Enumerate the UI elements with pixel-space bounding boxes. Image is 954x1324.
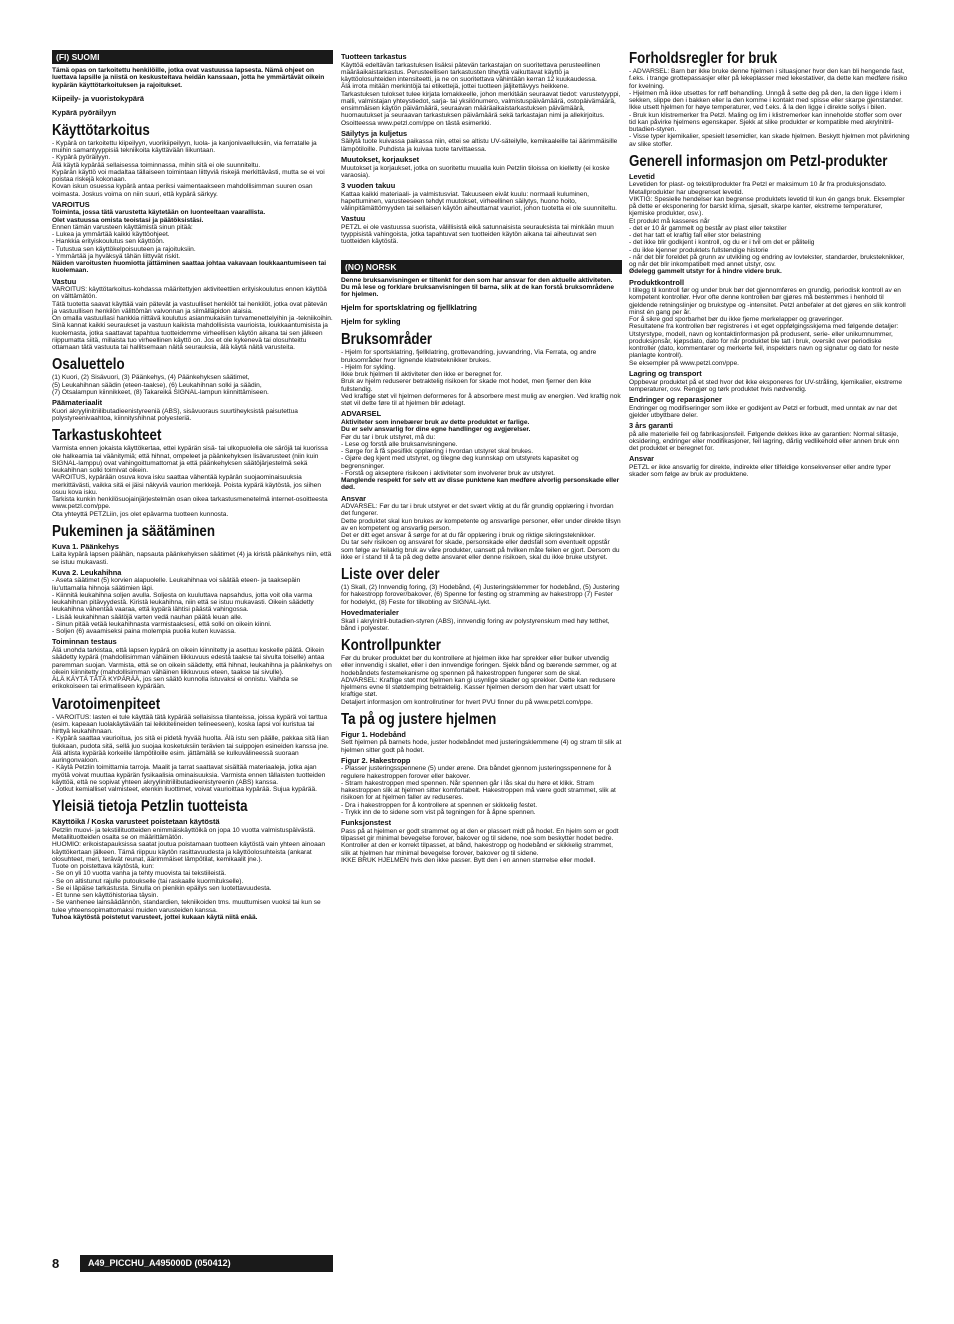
section-text: Oppbevar produktet på et sted hvor det ikke eksponeres for UV-stråling, kjemikalier, ekstreme temperaturer, osv. Rengjør og tørk produktet hvis nødvendig. — [629, 378, 903, 393]
subsection-title: Säilytys ja kuljetus — [341, 128, 408, 138]
section-title: Pukeminen ja säätäminen — [52, 522, 215, 540]
section-title: Bruksområder — [341, 331, 433, 349]
subsection-title: Muutokset, korjaukset — [341, 154, 420, 164]
subtitle-no-1: Hjelm for sportsklatring og fjellklatring — [341, 303, 477, 313]
section-text: Kattaa kaikki materiaali- ja valmistusviat. Takuuseen eivät kuulu: normaali kuluminen, hapettuminen, varusteeseen tehdyt muutokset, virheellinen säilytys, huono hoito, välinpitämättömyyden tai sellaisen käytön aiheuttamat vauriot, johon tuotetta ei ole suunniteltu. — [341, 190, 618, 213]
subsection-title: Endringer og reparasjoner — [629, 395, 722, 405]
function-test-label: Toiminnan testaus — [52, 637, 117, 647]
figure-label: Kuva 2. Leukahihna — [52, 567, 122, 577]
section-text: Säilytä tuote kuivassa paikassa niin, ettei se altistu UV-säteilylle, kemikaaleille tai äärimmäisille lämpötiloille. Puhdista ja kuivaa tuote tarvittaessa. — [341, 138, 618, 153]
column-middle — [341, 50, 622, 864]
warning-text: Ennen tämän varusteen käyttämistä sinun pitää: - Lukea ja ymmärtää kaikki käyttöohjeet. - Hankkia erityiskoulutus sen käyttöön. - Tutustua sen käyttökelpoisuuteen ja rajoituksiin. - Ymmärtää ja hyväksyä tähän liittyvät riskit. — [52, 223, 196, 260]
subsection-title: Lagring og transport — [629, 368, 702, 378]
page-number: 8 — [52, 1256, 60, 1271]
figure-label: Kuva 1. Päänkehys — [52, 541, 119, 551]
section-text: Laita kypärä lapsen päähän, napsauta päänkehyksen säätimet (4) ja kiristä päänkehys niin, että se istuu mukavasti. — [52, 551, 332, 566]
materials-label: Päämateriaalit — [52, 398, 103, 408]
subsection-title: Ansvar — [629, 454, 655, 464]
section-text: (1) Kuori, (2) Sisävuori, (3) Päänkehys, (4) Päänkehyksen säätimet, (5) Leukahihnan säädin (eteen-taakse), (6) Leukahihnan solki ja säädin, (7) Otsalampun kiinnikkeet, (8) Takareikä SIGNAL-lampun kiinnittämiseen. — [52, 374, 269, 396]
responsibility-label: Vastuu — [52, 276, 77, 286]
section-text: Sett hjelmen på barnets hode, juster hodebåndet med justeringsklemmene (4) og stram til slik at hjelmen sitter godt på hodet. — [341, 739, 622, 754]
section-text: Muutokset ja korjaukset, jotka on suoritettu muualla kuin Petzlin tiloissa on kielletty (ei koske varaosia). — [341, 164, 610, 179]
document-code: A49_PICCHU_A495000D (050412) — [80, 1255, 333, 1272]
section-title: Yleisiä tietoja Petzlin tuotteista — [52, 798, 248, 816]
language-bar-fi: (FI) SUOMI — [52, 50, 333, 64]
section-title: Käyttötarkoitus — [52, 121, 150, 139]
section-text: Levetiden for plast- og tekstilprodukter fra Petzl er maksimum 10 år fra produksjonsdato. Metallprodukter har ubegrenset levetid. VIKTIG: Spesielle hendelser kan begrense produktets levetid til kun én gangs bruk. Eksempler på dette er eksponering for barskt klima, sjøsalt, skarpe kanter, ekstreme temperaturer, kjemiske produkter, osv.). Et produkt må kasseres når - det er 10 år gammelt og består av plast eller tekstiler - det har tatt et kraftig fall eller stor belastning - det ikke blir godkjent i kontroll, og du er i tvil om det er pålitelig - du ikke kjenner produktets fullstendige historie - når det blir foreldet på grunn av utvikling og endring av lovtekster, standarder, bruksteknikker, og når det blir inkompatibelt med annet utstyr, osv. — [629, 181, 905, 269]
responsibility-text: ADVARSEL: Før du tar i bruk utstyret er det svært viktig at du får grundig opplæring i hvordan det fungerer. Dette produktet skal kun brukes av kompetente og ansvarlige personer, eller under direkte tilsyn av en kompetent og ansvarlig person. Det er ditt eget ansvar å sørge for at du får opplæring i bruk og riktige sikringsteknikker. Du tar selv risikoen og ansvaret for skade, personskade eller dødsfall som eventuelt oppstår som følge av feilaktig bruk av våre produkter, uansett på hvilken måte feilen er gjort. Dersom du ikke er i stand til å ta på deg dette ansvaret eller denne risikoen, skal du ikke bruke utstyret. — [341, 503, 621, 561]
warning-bold-2: Näiden varoitusten huomiotta jättäminen saattaa johtaa vakavaan loukkaantumiseen tai kuolemaan. — [52, 260, 327, 275]
lifetime-label: Käyttöikä / Koska varusteet poistetaan käytöstä — [52, 817, 220, 827]
figure-label: Figur 1. Hodebånd — [341, 729, 406, 739]
responsibility-label: Ansvar — [341, 493, 367, 503]
warning-label: ADVARSEL — [341, 409, 382, 419]
column-norwegian — [629, 50, 910, 479]
section-title: Ta på og justere hjelmen — [341, 710, 497, 728]
section-text: på alle materielle feil og fabrikasjonsfeil. Følgende dekkes ikke av garantien: Normal slitasje, oksidering, endringer eller modifikasjoner, feil lagring, dårlig vedlikehold eller annen bruk enn det produktet er beregnet for. — [629, 430, 900, 453]
subtitle-no-2: Hjelm for sykling — [341, 317, 401, 327]
section-text: PETZL ei ole vastuussa suorista, välillisistä eikä satunnaisista seurauksista tai minkään muun tyyppisistä vahingoista, jotka tapahtuvat sen tuotteiden käytön aikana tai aiheutuvat sen tuotteiden käytöstä. — [341, 223, 614, 246]
warning-label: VAROITUS — [52, 199, 90, 209]
figure-label: Figur 2. Hakestropp — [341, 755, 411, 765]
warning-bold: Aktiviteter som innebærer bruk av dette produktet er farlige. Du er selv ansvarlig for dine egne handlinger og avgjørelser. — [341, 419, 531, 434]
section-title: Tarkastuskohteet — [52, 427, 162, 445]
warning-text: Før du tar i bruk utstyret, må du: - Lese og forstå alle bruksanvisningene. - Sørge for å få spesifikk opplæring i hvordan utstyret skal brukes. - Gjøre deg kjent med utstyret, og tilegne deg kunnskap om utstyrets kapasitet og begrensninger. - Forstå og akseptere risikoen i aktiviteter som involverer bruk av utstyret. — [341, 433, 579, 477]
section-text: Käyttöä edeltävän tarkastuksen lisäksi pätevän tarkastajan on suoritettava perusteellinen määräaikaistarkastus. Perusteellisen tarkastusten tiheyttä vaikuttavat käyttö ja käyttöolosuhteiden intensiteetti, ja ne on suoritettava vähintään kerran 12 kuukaudessa. Älä irrota mitään merkintöjä tai etikettejä, jottei tuotteen jäljitettävyys heikkene. Tarkastuksen tulokset tulee kirjata lomakkeelle, johon merkitään seuraavat tiedot: varustetyyppi, malli, valmistajan yhteystiedot, sarja- tai yksilönumero, valmistuspäivämäärä, ostopäivämäärä, ensimmäisen käytön päivämäärä, seuraavan määräaikaistarkastuksen päivämäärä, huomautukset ja seuraavan tarkastuksen päivämäärä sekä tarkastajan nimi ja allekirjoitus. Osoitteessa www.petzl.com/ppe on tästä esimerkki. — [341, 61, 621, 127]
section-title: Liste over deler — [341, 566, 440, 584]
subsection-title: 3 vuoden takuu — [341, 181, 396, 191]
subtitle-fi-2: Kypärä pyöräilyyn — [52, 107, 117, 117]
section-text: - Hjelm for sportsklatring, fjellklatring, grottevandring, juvvandring, Via Ferrata, og andre bruksområder hvor lignende klatreteknikker brukes. - Hjelm for sykling. Ikke bruk hjelmen til aktiviteter den ikke er beregnet for. Bruk av hjelm reduserer betraktelig risikoen for skade mot hodet, men fjerner den ikke fullstendig. Ved kraftige støt vil hjelmen deformeres for å absorbere mest mulig av energien. Ved kraftig nok støt vil dette føre til at hjelmen blir ødelagt. — [341, 349, 621, 408]
subsection-title: 3 års garanti — [629, 421, 673, 431]
lifetime-label: Levetid — [629, 171, 655, 181]
materials-text: Skall i akrylnitril-butadien-styren (ABS), innvendig foring av polystyrenskum med høy tetthet, bånd i polyester. — [341, 617, 610, 632]
section-text: Før du bruker produktet bør du kontrollere at hjelmen ikke har sprekker eller bulker utvendig eller innvendig i skallet, eller i den innvendige foringen. Sjekk bånd og bærende sømmer, og at hodebåndets festemekanisme og spennen på hakestroppen fungerer som de skal. ADVARSEL: Kraftige støt mot hjelmen kan gi usynlige skader og sprekker. Dette kan redusere hjelmens evne til støtdemping betraktelig. Kasser hjelmen dersom den har vært utsatt for kraftige støt. Detaljert informasjon om kontrollrutiner for hvert PVU finner du på www.petzl.com/ppe. — [341, 655, 617, 706]
section-title: Osaluettelo — [52, 356, 125, 374]
intro-fi: Tämä opas on tarkoitettu henkilöille, jotka ovat vastuussa lapsesta. Nämä ohjeet on luettava lapsille ja niistä on keskusteltava heidän kanssaan, jotta he ymmärtävät oikein kypärän käyttötarkoituksen ja rajoitukset. — [52, 67, 325, 89]
section-text: Endringer og modifiseringer som ikke er godkjent av Petzl er forbudt, med unntak av nar det gjelder utbyttbare deler. — [629, 404, 897, 419]
subsection-title: Produktkontroll — [629, 277, 685, 287]
destroy-note: Ødelegg gammelt utstyr for å hindre videre bruk. — [629, 268, 782, 276]
section-text: Pass på at hjelmen er godt strammet og at den er plassert midt på hodet. En hjelm som er godt tilpasset gir minimal bevegelse forover, bakover og til sidene, noe som beskytter hodet bedre. Kontroller at den er korrekt tilpasset, at bånd, hakestropp og hodebånd er skikkelig strammet, slik at hjelmen har minimal bevegelse forover, bakover og til sidene. IKKE BRUK HJELMEN hvis den ikke passer. Bytt den i en annen størrelse eller modell. — [341, 827, 619, 864]
warning-bold-2: Manglende respekt for selv ett av disse punktene kan medføre alvorlig personskade eller død. — [341, 477, 620, 492]
section-text: - ADVARSEL: Barn bør ikke bruke denne hjelmen i situasjoner hvor den kan bli hengende fast, f.eks. i trange grottepassasjer eller på lekeplasser med lekestativer, da dette kan medføre risiko for kvelning. - Hjelmen må ikke utsettes for røff behandling. Unngå å sette deg på den, la den ligge i klem i sekken, slippe den i bakken eller la den komme i kontakt med spisse eller skarpe gjenstander. Ikke utsett hjelmen for høye temperaturer, ved f.eks. å la den ligge i direkte sollys i bilen. - Bruk kun klistremerker fra Petzl. Maling og lim i klistremerker kan inneholde stoffer som over tid kan påvirke hjelmens egenskaper. Sjekk at slike produkter er kompatible med akrylnitril-butadien-styren. - Visse typer kjemikalier, spesielt løsemidler, kan skade hjelmen. Beskytt hjelmen mot påvirkning av slike stoffer. — [629, 68, 910, 148]
column-finnish — [52, 50, 333, 921]
subtitle-fi-1: Kiipeily- ja vuoristokypärä — [52, 93, 145, 103]
section-text: (1) Skall, (2) Innvendig foring, (3) Hodebånd, (4) Justeringsklemmer for hodebånd, (5) Justering for hakestropp forover/bakover, (6) Spenne for festing og stramming av hakestropp (7) Fester for hodelykt, (8) Feste for tilkobling av SIGNAL-lykt. — [341, 584, 620, 606]
section-title: Generell informasjon om Petzl-produkter — [629, 152, 888, 170]
section-title: Kontrollpunkter — [341, 637, 441, 654]
section-title: Forholdsregler for bruk — [629, 50, 778, 67]
subsection-title: Vastuu — [341, 214, 366, 224]
warning-bold: Toiminta, jossa tätä varustetta käytetään on luonteeltaan vaarallista. Olet vastuussa omista teoistasi ja päätöksistäsi. — [52, 209, 266, 224]
section-text: - Plasser justeringsspennene (5) under ørene. Dra båndet gjennom justeringsspennene for å regulere hakestroppen forover eller bakover. - Stram hakestroppen med spennen. Når spennen går i lås skal du høre et klikk. Stram hakestroppen slik at hjelmen sitter komfortabelt. Hakestroppen må være godt strammet, slik at risikoen for at hjelmen faller av reduseres. - Dra i hakestroppen for å kontrollere at spennen er skikkelig festet. - Trykk inn de to sidene som vist på tegningen for å åpne spennen. — [341, 765, 616, 816]
subsection-title: Tuotteen tarkastus — [341, 52, 407, 61]
section-text: Varmista ennen jokaista käyttökertaa, ettei kypärän sisä- tai ulkopuolella ole säröjä tai kuorissa ole halkeamia tai väänitymiä; että hihnat, ompeleet ja päänkehyksen lisävarusteet (niin kuin SIGNAL-lamppu) ovat vahingoittumattomat ja että päänkehyksen säätöjärjestelmä sekä leukahihnan solki toimivat oikein. VAROITUS, kypärään osuva kova isku saattaa vähentää kypärän suojaominaisuuksia merkittävästi, vaikka sitä ei jäisi näkyviä vaurion merkkejä. Poista kypärä käytöstä, jos siihen osuu kova isku. Tarkista kunkin henkilösuojainjärjestelmän osan oikea tarkastusmenetelmä internet-osoitteesta www.petzl.com/ppe. Ota yhteyttä PETZLiin, jos olet epävarma tuotteen kunnosta. — [52, 445, 328, 518]
materials-text: Kuori akryylinitriilibutadieenistyreeniä (ABS), sisävuoraus suurtiheyksistä paisutettua polystyreenivaahtoa, kiinnityshihnat polyesteriä. — [52, 407, 298, 423]
section-text: - Aseta säätimet (5) korvien alapuolelle. Leukahihnaa voi säätää eteen- ja taaksepäin liu'uttamalla hihnoja säätimien läpi. - Kiinnitä leukahihna soljen avulla. Soljesta on kuuluttava napsahdus, jotta voit olla varma leukahihnan pitävyydestä. Kiristä leukahihna, niin että se istuu mukavasti. Oikein säädetty leukahihna vähentää vaaraa, että kypärä lähtisi päästä vahingossa. - Lisää leukahihnan säätöjä varten vedä nauhan päätä leuan alle. - Sinun pitää vetää leukahihnasta varmistaaksesi, että solki on oikein kiinni. - Soljen (6) avaamiseksi paina molempia puolia kuten kuvassa. — [52, 577, 314, 636]
section-text: Petzlin muovi- ja tekstiilituotteiden enimmäiskäyttöikä on jopa 10 vuotta valmistuspäivästä. Metallituotteiden osalta se on määrittämätön. HUOMIO: erikoistapauksissa saatat joutua poistamaan tuotteen käytöstä vain yhteen ainoaan käyttökertaan jälkeen. Tämä riippuu käytön rasittavuudesta ja käyttöolosuhteista (ankarat olosuhteet, meri, terävät reunat, äärimmäiset lämpötilat, kemikaalit jne.). Tuote on poistettava käytöstä, kun: - Se on yli 10 vuotta vanha ja tehty muovista tai tekstiileistä. - Se on altistunut rajulle putoukselle (tai raskaalle kuormitukselle). - Se ei läpäise tarkastusta. Sinulla on pienikin epäilys sen luotettavuudesta. - Et tunne sen käyttöhistoriaa täysin. - Se vanhenee lainsäädännön, standardien, tekniikoiden tms. muuttumisen vuoksi tai kun se tulee yhteensopimattomaksi muiden varusteiden kanssa. — [52, 826, 326, 914]
responsibility-text: VAROITUS: käyttötarkoitus-kohdassa määritettyjen aktiviteettien erityiskoulutus ennen käyttöä on välttämätön. Tätä tuotetta saavat käyttää vain pätevät ja vastuulliset henkilöt tai henkilöt, jotka ovat pätevän ja vastuullisen henkilön välittömän valvonnan ja silmälläpidon alaisia. On omalla vastuullasi hankkia riittävä koulutus asianmukaisiin turvamenettelyihin ja -tekniikoihin. Sinä kannat kaikki seuraukset ja vastuun kaikista mahdollisista vaurioista, loukkaantumisista ja kuolemasta, jotka saattavat tapahtua tuotteidemme virheellisen käytön aikana tai sen jälkeen riippumatta siitä, millaista tuo virheellinen käyttö on. Jos et ole kykenevä tai olosuhteittu ottamaan tätä vastuuta tai hallitsemaan näitä seurauksia, älä käytä näitä varusteita. — [52, 286, 333, 352]
section-text: PETZL er ikke ansvarlig for direkte, indirekte eller tilfeldige konsekvenser eller andre typer skader som følge av bruk av produktene. — [629, 464, 891, 479]
section-text: I tillegg til kontroll før og under bruk bør det gjennomføres en grundig, periodisk kontroll av en kompetent kontrollør. Hvor ofte denne kontrollen bør gjøres må bestemmes i henhold til gjeldende retningslinjer og brukstype og -intensitet. Petzl anbefaler at det gjøres en slik kontroll minst én gang per år. For å sikre god sporbarhet bør du ikke fjerne merkelapper og graveringer. Resultatene fra kontrollen bør registreres i et eget oppfølgingsskjema med følgende detaljer: Utstyrstype, modell, navn og kontaktinformasjon på produsent, serie- eller unikumnummer, produksjonsår, kjøpsdato, dato for når produktet ble tatt i bruk, oversikt over periodiske kontroller (dato, kommentarer og merkerte feil, inspektørs navn og signatur og dato for neste planlagte kontroll). Se eksempler på www.petzl.com/ppe. — [629, 287, 906, 367]
function-test-label: Funksjonstest — [341, 818, 392, 828]
destroy-note: Tuhoa käytöstä poistetut varusteet, jottei kukaan käytä niitä enää. — [52, 913, 258, 921]
section-title: Varotoimenpiteet — [52, 695, 161, 713]
section-text: - Kypärä on tarkoitettu kiipeilyyn, vuorikiipeilyyn, luola- ja kanjonivaelluksiin, via ferratalle ja muihin samantyyppisiä tekniikoita käyttävään liikuntaan. - Kypärä pyöräilyyn. Älä käytä kypärää sellaisessa toiminnassa, mihin sitä ei ole suunniteltu. Kypärän käyttö voi madaltaa tällaiseen toimintaan liittyviä riskejä merkittävästi, mutta se ei voi poistaa riskejä kokonaan. Kovan iskun osuessa kypärä antaa periksi vaimentaakseen mahdollisimman suuren osan voimasta. Joskus voima on niin suuri, että kypärä särkyy. — [52, 139, 325, 198]
materials-label: Hovedmaterialer — [341, 607, 399, 617]
section-text: - VAROITUS: lasten ei tule käyttää tätä kypärää sellaisissa tilanteissa, joissa kypärä voi tarttua (esim. kapeaan luolakäytävään tai leikkitelineiden telineeseen), koska lapsi voi kuristua tai hirttyä leukahihnaan. - Kypärä saattaa vaurioitua, jos sitä ei pidetä hyvää huolta. Älä istu sen päälle, pakkaa sitä liian tiukkaan, pudota sitä, sellä juo suojaa kosketuksiin terävien tai suippojen esineiden kanssa jne. Älä altista kypärää korkeille lämpötiloille esim. jättämällä se kulkuvälineessä suoraan auringonvaloon. - Käytä Petzlin toimittamia tarroja. Maalit ja tarrat saattavat sisältää materiaaleja, jotka ajan myötä voivat muuttaa kypärän fysikaalisia ominaisuuksia. Varmista ennen tällaisten tuotteiden käyttöä, että ne sopivat yhteen akryylinitriilibutadieenistyreenin (ABS) kanssa. - Jotkut kemialliset valmisteet, etenkin liuottimet, voivat vaurioittaa kypärää. Sujua kypärää. — [52, 713, 329, 794]
intro-no: Denne bruksanvisningen er tiltenkt for den som har ansvar for den aktuelle aktiviteten. Du må lese og forklare bruksanvisningen til barna, slik at de kan forstå bruksområdene for hjelmen. — [341, 276, 614, 299]
language-bar-no: (NO) NORSK — [341, 260, 622, 274]
section-text: Älä unohda tarkistaa, että lapsen kypärä on oikein kiinnitetty ja asettuu keskelle päätä. Oikein säädetty kypärä (mahdollisimman vähäinen liikkuvuus edestä taakse tai sivulta toiselle) antaa paremman suojan. Varmista, että se on oikein säädetty, että hihnat, leukahihna ja päänkehys on oikein kiinnitetty (mahdollisimman vähäinen liikkuvuus eteen, taakse tai sivulle). ÄLÄ KÄYTÄ TÄTÄ KYPÄRÄÄ, jos sen säätö kunnolla istuvaksi ei onnistu. Vaihda se erikokoiseen tai erimalliseen kypärään. — [52, 647, 332, 691]
